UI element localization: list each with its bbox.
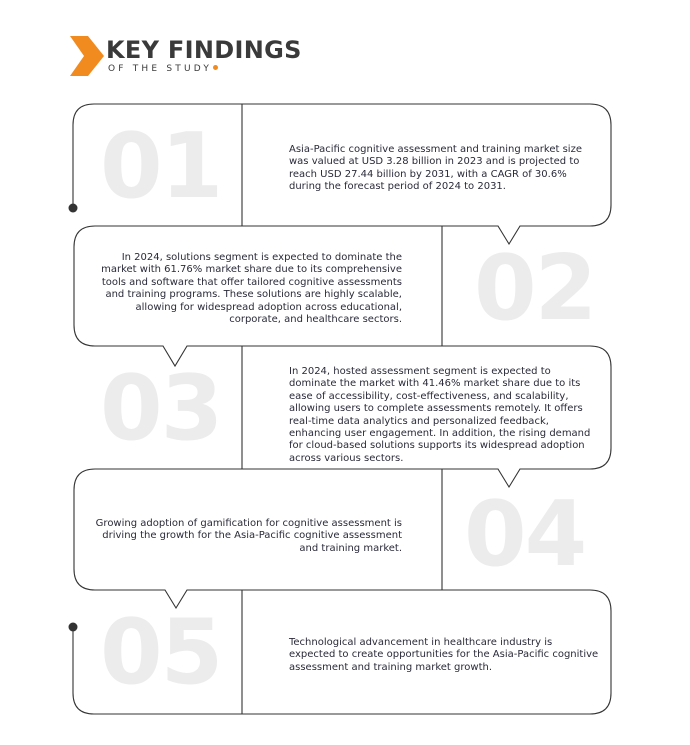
finding-text-04: Growing adoption of gamification for cognitive assessment is driving the growth for the Asia-Pacific cognitive assessment and training market. <box>95 518 402 554</box>
page-title: KEY FINDINGS <box>106 36 302 64</box>
finding-text-05: Technological advancement in healthcare industry is expected to create opportunities for the Asia-Pacific cognitive assessment and training market growth. <box>289 637 599 673</box>
finding-text-03: In 2024, hosted assessment segment is expected to dominate the market with 41.46% market share due to its ease of accessibility, cost-effectiveness, and scalability, allowing users to complete assessments remotely. It offers real-time data analytics and personalized feedback, enhancing user engagement. In addition, the rising demand for cloud-based solutions supports its widespread adoption across various sectors. <box>289 366 591 464</box>
finding-number-02: 02 <box>474 236 596 341</box>
finding-number-01: 01 <box>100 114 222 219</box>
finding-number-03: 03 <box>100 356 222 461</box>
finding-text-01: Asia-Pacific cognitive assessment and training market size was valued at USD 3.28 billion in 2023 and is projected to reach USD 27.44 billion by 2031, with a CAGR of 30.6% during the forecast period of 2024 to 2031. <box>289 144 582 193</box>
finding-number-04: 04 <box>464 482 586 587</box>
start-dot-icon <box>69 204 78 213</box>
page-subtitle: OF THE STUDY <box>108 64 218 74</box>
end-dot-icon <box>69 623 78 632</box>
finding-text-02: In 2024, solutions segment is expected to dominate the market with 61.76% market share due to its comprehensive tools and software that offer tailored cognitive assessments and training programs. These solutions are highly scalable, allowing for widespread adoption across educational, corporate, and healthcare sectors. <box>101 252 402 326</box>
finding-number-05: 05 <box>100 600 222 705</box>
